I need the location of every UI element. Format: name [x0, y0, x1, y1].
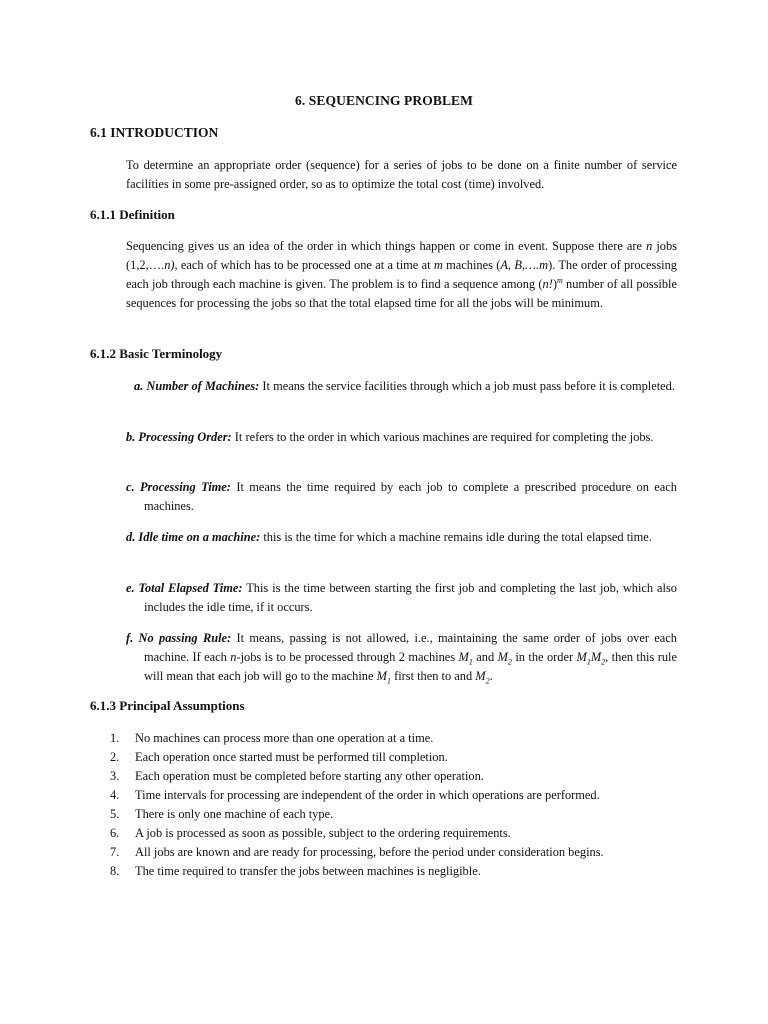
assumptions-list [110, 729, 710, 881]
page-title: 6. SEQUENCING PROBLEM [295, 93, 473, 108]
list-item: 4. Time intervals for processing are independent of the order in which operations are performed. [110, 788, 600, 802]
definition-heading: 6.1.1 Definition [90, 207, 175, 222]
definition-paragraph: Sequencing gives us an idea of the order in which things happen or come in event. Suppose there are n jobs (1,2,….n), each of which has to be processed one at a time at m machines (A, B,….m). The order of processing each job through each machine is given. The problem is to find a sequence among $(n!)^m$ number of all possible sequences for processing the jobs so that the total elapsed time for all the jobs will be minimum. [126, 239, 677, 310]
list-item: 1. No machines can process more than one operation at a time. [110, 731, 434, 745]
intro-paragraph: To determine an appropriate order (sequence) for a series of jobs to be done on a finite number of service facilities in some pre-assigned order, so as to optimize the total cost (time) involved. [126, 158, 677, 191]
assumptions-heading: 6.1.3 Principal Assumptions [90, 698, 245, 713]
terminology-heading: 6.1.2 Basic Terminology [90, 346, 223, 361]
list-item: 6. A job is processed as soon as possible, subject to the ordering requirements. [110, 826, 511, 840]
term-no-passing-rule: f. No passing Rule: It means, passing is not allowed, i.e., maintaining the same order of jobs over each machine. If each n-jobs is to be processed through 2 machines $M_1$ and $M_2$ in the order $M_1M_2$, then this rule will mean that each job will go to the machine $M_1$ first then to and $M_2$. [126, 631, 677, 686]
term-processing-time: c. Processing Time: It means the time required by each job to complete a prescribed procedure on each machines. [126, 480, 677, 513]
list-item: 8. The time required to transfer the jobs between machines is negligible. [110, 864, 481, 878]
term-number-of-machines: a. Number of Machines: It means the service facilities through which a job must pass before it is completed. [134, 379, 675, 393]
term-total-elapsed-time: e. Total Elapsed Time: This is the time between starting the first job and completing the last job, which also includes the idle time, if it occurs. [126, 581, 677, 614]
intro-heading: 6.1 INTRODUCTION [90, 125, 219, 140]
list-item: 7. All jobs are known and are ready for processing, before the period under consideration begins. [110, 845, 604, 859]
list-item: 3. Each operation must be completed before starting any other operation. [110, 769, 484, 783]
term-processing-order: b. Processing Order: It refers to the order in which various machines are required for completing the jobs. [126, 430, 654, 444]
term-idle-time: d. Idle time on a machine: this is the time for which a machine remains idle during the total elapsed time. [126, 530, 652, 544]
list-item: 5. There is only one machine of each type. [110, 807, 334, 821]
list-item: 2. Each operation once started must be performed till completion. [110, 750, 448, 764]
